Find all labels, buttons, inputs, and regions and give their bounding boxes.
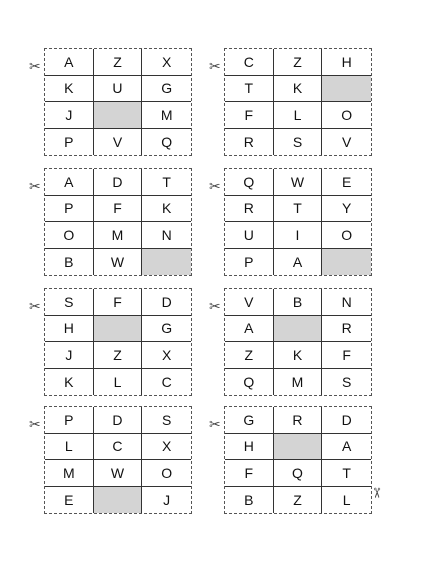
- blank-cell: [322, 249, 371, 276]
- blank-cell: [94, 102, 143, 129]
- letter-cell: S: [274, 129, 323, 156]
- letter-cell: W: [274, 169, 323, 196]
- letter-cell: A: [45, 49, 94, 76]
- letter-cell: J: [45, 342, 94, 369]
- letter-cell: Z: [94, 49, 143, 76]
- letter-cell: J: [45, 102, 94, 129]
- letter-cell: F: [225, 460, 274, 487]
- letter-cell: O: [322, 222, 371, 249]
- letter-cell: K: [274, 76, 323, 103]
- letter-cell: Z: [274, 49, 323, 76]
- letter-cell: S: [341, 373, 352, 390]
- letter-cell: Q: [274, 460, 323, 487]
- blank-cell: [322, 76, 371, 103]
- letter-cell: Z: [225, 342, 274, 369]
- letter-cell: U: [94, 76, 143, 103]
- letter-card-6: [224, 288, 372, 396]
- letter-cell: W: [94, 460, 143, 487]
- letter-cell: T: [142, 169, 191, 196]
- letter-cell: N: [142, 222, 191, 249]
- letter-cell: B: [274, 289, 323, 316]
- letter-cell: Y: [322, 196, 371, 223]
- letter-cell: L: [94, 369, 143, 396]
- letter-cell: X: [142, 342, 191, 369]
- letter-cell: W: [94, 249, 143, 276]
- letter-cell: P: [45, 196, 94, 223]
- letter-cell: A: [322, 434, 371, 461]
- letter-cell: A: [225, 316, 274, 343]
- letter-cell: O: [142, 460, 191, 487]
- blank-cell: [274, 316, 323, 343]
- letter-cell: H: [45, 316, 94, 343]
- letter-cell: V: [94, 129, 143, 156]
- scissors-icon: ✂: [209, 179, 221, 195]
- letter-cell: K: [274, 342, 323, 369]
- letter-cell: B: [225, 487, 274, 514]
- letter-cell: Z: [274, 487, 323, 514]
- letter-cell: S: [142, 407, 191, 434]
- scissors-icon: ✂: [29, 59, 41, 75]
- letter-card-7: [44, 406, 192, 514]
- blank-cell-fill: [94, 316, 142, 342]
- letter-cell: H: [225, 434, 274, 461]
- letter-cell: X: [142, 434, 191, 461]
- letter-cell: H: [322, 49, 371, 76]
- letter-card-8: [224, 406, 372, 514]
- letter-cell: D: [94, 407, 143, 434]
- letter-cell: V: [341, 133, 352, 150]
- letter-cell: R: [225, 196, 274, 223]
- letter-cell: G: [142, 316, 191, 343]
- letter-cell: J: [163, 491, 171, 508]
- letter-cell: Q: [225, 169, 274, 196]
- letter-card-1: [44, 48, 192, 156]
- letter-cell: M: [274, 369, 323, 396]
- letter-cell: Q: [161, 133, 173, 150]
- scissors-icon: ✂: [29, 417, 41, 433]
- letter-card-3: [44, 168, 192, 276]
- blank-cell: [94, 316, 143, 343]
- letter-cell: K: [45, 369, 94, 396]
- letter-cell: P: [225, 249, 274, 276]
- letter-cell: U: [225, 222, 274, 249]
- letter-cell: Q: [225, 369, 274, 396]
- scissors-icon: ✂: [209, 299, 221, 315]
- blank-cell-fill: [274, 316, 322, 342]
- scissors-icon: ✂: [29, 299, 41, 315]
- letter-cell: L: [342, 491, 351, 508]
- letter-cell: F: [94, 196, 143, 223]
- letter-cell: D: [142, 289, 191, 316]
- letter-cell: C: [94, 434, 143, 461]
- letter-cell: L: [45, 434, 94, 461]
- blank-cell: [94, 487, 143, 514]
- letter-cell: A: [274, 249, 323, 276]
- blank-cell: [142, 249, 191, 276]
- letter-card-5: [44, 288, 192, 396]
- letter-card-2: [224, 48, 372, 156]
- letter-cell: K: [45, 76, 94, 103]
- letter-cell: M: [94, 222, 143, 249]
- letter-cell: P: [45, 407, 94, 434]
- letter-cell: M: [45, 460, 94, 487]
- blank-cell: [274, 434, 323, 461]
- letter-cell: I: [274, 222, 323, 249]
- letter-cell: F: [322, 342, 371, 369]
- scissors-icon: ✂: [209, 59, 221, 75]
- blank-cell-fill: [322, 249, 371, 276]
- blank-cell-fill: [94, 487, 142, 514]
- letter-cell: T: [274, 196, 323, 223]
- blank-cell-fill: [322, 76, 371, 102]
- letter-cell: R: [225, 129, 274, 156]
- letter-cell: G: [142, 76, 191, 103]
- letter-cell: V: [225, 289, 274, 316]
- blank-cell-fill: [142, 249, 191, 276]
- letter-cell: O: [322, 102, 371, 129]
- letter-cell: E: [45, 487, 94, 514]
- letter-cell: F: [94, 289, 143, 316]
- scissors-icon: ✂: [209, 417, 221, 433]
- scissors-icon: ✂: [29, 179, 41, 195]
- letter-cell: D: [94, 169, 143, 196]
- letter-cell: T: [225, 76, 274, 103]
- scissors-icon: ✂: [367, 487, 384, 499]
- letter-cell: S: [45, 289, 94, 316]
- letter-cell: C: [161, 373, 172, 390]
- blank-cell-fill: [94, 102, 142, 128]
- letter-cell: F: [225, 102, 274, 129]
- letter-cell: C: [225, 49, 274, 76]
- letter-cell: N: [322, 289, 371, 316]
- letter-cell: P: [45, 129, 94, 156]
- letter-cell: D: [322, 407, 371, 434]
- letter-cell: M: [142, 102, 191, 129]
- letter-cell: O: [45, 222, 94, 249]
- letter-cell: T: [322, 460, 371, 487]
- letter-cell: L: [274, 102, 323, 129]
- letter-cell: A: [45, 169, 94, 196]
- letter-cell: Z: [94, 342, 143, 369]
- letter-card-4: [224, 168, 372, 276]
- letter-cell: K: [142, 196, 191, 223]
- letter-cell: R: [274, 407, 323, 434]
- letter-cell: B: [45, 249, 94, 276]
- letter-cell: G: [225, 407, 274, 434]
- blank-cell-fill: [274, 434, 322, 460]
- letter-cell: E: [322, 169, 371, 196]
- letter-cell: X: [142, 49, 191, 76]
- letter-cell: R: [322, 316, 371, 343]
